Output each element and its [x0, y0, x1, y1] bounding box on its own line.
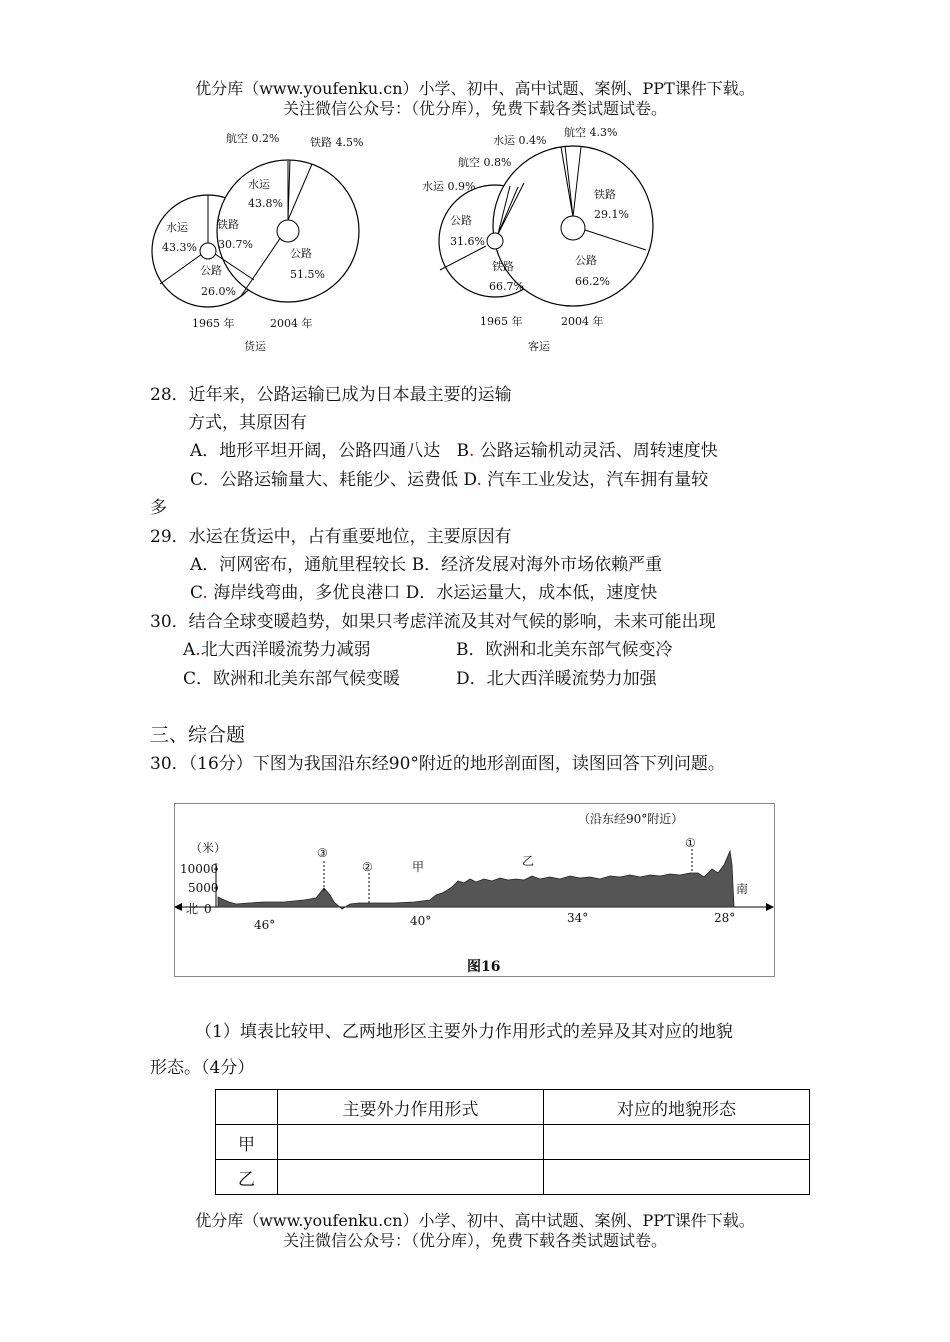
q29-options-ab: [190, 554, 662, 576]
year-label: 1965 年: [480, 315, 523, 328]
lat-34: 34°: [567, 911, 589, 925]
pie-label: 30.7%: [218, 238, 253, 251]
q28-stem-1: 28．近年来，公路运输已成为日本最主要的运输: [150, 385, 512, 405]
q29-options-cd: [190, 582, 657, 604]
q28-option-a: A．地形平坦开阔，公路四通八达: [190, 441, 441, 461]
q30-option-a-text: 北大西洋暖流势力减弱: [200, 640, 371, 660]
pie-label: 公路: [200, 264, 222, 277]
pie-label: 66.2%: [575, 275, 610, 288]
q28-option-b-letter: B: [456, 441, 469, 461]
table-row-label-yi: 乙: [216, 1160, 278, 1195]
pie-label: 66.7%: [489, 280, 524, 293]
q28-option-c: C．公路运输量大、耗能少、运费低: [190, 470, 459, 490]
q29-option-b: B．经济发展对海外市场依赖严重: [411, 555, 663, 575]
pie-label: 航空 0.8%: [458, 156, 512, 169]
pie-label: 26.0%: [201, 285, 236, 298]
table-header-col2: 对应的地貌形态: [544, 1090, 810, 1125]
q29-option-d: D．水运运量大，成本低，速度快: [405, 583, 658, 603]
marker-1: ①: [685, 836, 696, 850]
section-title: 三、综合题: [150, 724, 246, 746]
south-label: 南: [736, 882, 749, 896]
q29-option-c-letter: C: [190, 583, 203, 603]
footer-line-2: 关注微信公众号：（优分库），免费下载各类试题试卷。: [282, 1231, 667, 1250]
table-header-col1: 主要外力作用形式: [278, 1090, 544, 1125]
q29-option-c-dot: .: [202, 583, 208, 603]
north-label: 北: [186, 902, 199, 916]
pie-label: 铁路: [594, 188, 616, 201]
pie-hole-passenger-1965: [487, 233, 503, 249]
pie-label: 水运 0.9%: [422, 180, 476, 193]
q28-option-d-wrap: 多: [150, 498, 167, 518]
pie-hole-freight-2004: [277, 220, 299, 242]
q28-stem-2: 方式，其原因有: [188, 413, 307, 433]
pie-label: 水运: [166, 221, 188, 234]
pie-label: 51.5%: [290, 268, 325, 281]
table-header-row: [216, 1090, 810, 1125]
lat-46: 46°: [254, 918, 276, 932]
q30-option-d: D．北大西洋暖流势力加强: [456, 669, 657, 689]
q30-stem: 30．结合全球变暖趋势，如果只考虑洋流及其对气候的影响，未来可能出现: [150, 612, 716, 632]
q30-option-c: C．欧洲和北美东部气候变暖: [183, 669, 401, 689]
pie-label: 铁路 4.5%: [310, 136, 364, 149]
subquestion-1-line1: （1）填表比较甲、乙两地形区主要外力作用形式的差异及其对应的地貌: [195, 1022, 733, 1042]
q28-option-d-dot: .: [476, 470, 482, 490]
year-label: 2004 年: [561, 315, 604, 328]
year-label: 2004 年: [270, 317, 313, 330]
pie-label: 水运 0.4%: [493, 134, 547, 147]
q28-option-b-text: 公路运输机动灵活、周转速度快: [479, 441, 718, 461]
q28-options-ab: [190, 440, 718, 462]
q29-option-c-text: 海岸线弯曲，多优良港口: [213, 583, 401, 603]
q29-option-a: A．河网密布，通航里程较长: [190, 555, 407, 575]
pie-label: 水运: [248, 178, 270, 191]
y-tick-0: 0: [204, 902, 212, 916]
pie-label: 铁路: [492, 260, 514, 273]
year-label: 1965 年: [192, 317, 235, 330]
q29-stem: 29．水运在货运中，占有重要地位，主要原因有: [150, 527, 512, 547]
q30-option-b: B．欧洲和北美东部气候变冷: [456, 640, 673, 660]
pie-hole-passenger-2004: [561, 216, 585, 240]
subquestion-1-line2: 形态。（4分）: [150, 1058, 255, 1078]
figure-caption: 图16: [467, 959, 501, 975]
q30-option-a-dot: .: [195, 640, 201, 660]
pie-label: 31.6%: [450, 235, 485, 248]
y-tick-10000: 10000: [180, 862, 219, 876]
y-tick-5000: 5000: [188, 881, 219, 895]
pie-label: 航空 4.3%: [564, 126, 618, 139]
q28-option-d-letter: D: [463, 470, 477, 490]
header-line-1: 优分库（www.youfenku.cn）小学、初中、高中试题、案例、PPT课件下载。: [195, 79, 755, 98]
pie-label: 公路: [575, 254, 597, 267]
table-row: [216, 1160, 810, 1195]
lat-28: 28°: [714, 911, 736, 925]
answer-cell-yi-process[interactable]: [278, 1160, 544, 1195]
pie-label: 29.1%: [594, 208, 629, 221]
chart-caption-freight: 货运: [244, 340, 266, 353]
q28-option-b-dot: .: [469, 441, 475, 461]
y-axis-unit: （米）: [190, 841, 227, 855]
figure-note: （沿东经90°附近）: [578, 812, 684, 826]
marker-2: ②: [362, 860, 373, 874]
lat-40: 40°: [410, 914, 432, 928]
pie-label: 43.3%: [162, 241, 197, 254]
q28-option-d-text: 汽车工业发达，汽车拥有量较: [487, 470, 709, 490]
q30-option-a-letter: A: [183, 640, 196, 660]
pie-label: 航空 0.2%: [226, 132, 280, 145]
table-corner-cell: [216, 1090, 278, 1125]
footer-line-1: 优分库（www.youfenku.cn）小学、初中、高中试题、案例、PPT课件下载。: [195, 1211, 755, 1230]
pie-hole-freight-1965: [200, 243, 216, 259]
pie-label: 公路: [450, 214, 472, 227]
table-row-label-jia: 甲: [216, 1125, 278, 1160]
header-line-2: 关注微信公众号：（优分库），免费下载各类试题试卷。: [282, 99, 667, 118]
answer-cell-jia-landform[interactable]: [544, 1125, 810, 1160]
chart-caption-passenger: 客运: [528, 340, 550, 353]
pie-label: 公路: [290, 247, 312, 260]
q28-options-cd: [190, 469, 708, 491]
pie-label: 43.8%: [248, 197, 283, 210]
pie-label: 铁路: [217, 218, 239, 231]
region-yi: 乙: [522, 854, 535, 868]
marker-3: ③: [317, 846, 328, 860]
table-row: [216, 1125, 810, 1160]
comparison-table: [215, 1089, 810, 1195]
answer-cell-yi-landform[interactable]: [544, 1160, 810, 1195]
region-jia: 甲: [412, 860, 425, 874]
answer-cell-jia-process[interactable]: [278, 1125, 544, 1160]
section3-question-stem: 30．（16分）下图为我国沿东经90°附近的地形剖面图，读图回答下列问题。: [150, 754, 725, 774]
terrain-profile-figure: [174, 803, 775, 977]
q30-option-a: [183, 639, 371, 661]
transport-pie-charts: [140, 120, 680, 360]
